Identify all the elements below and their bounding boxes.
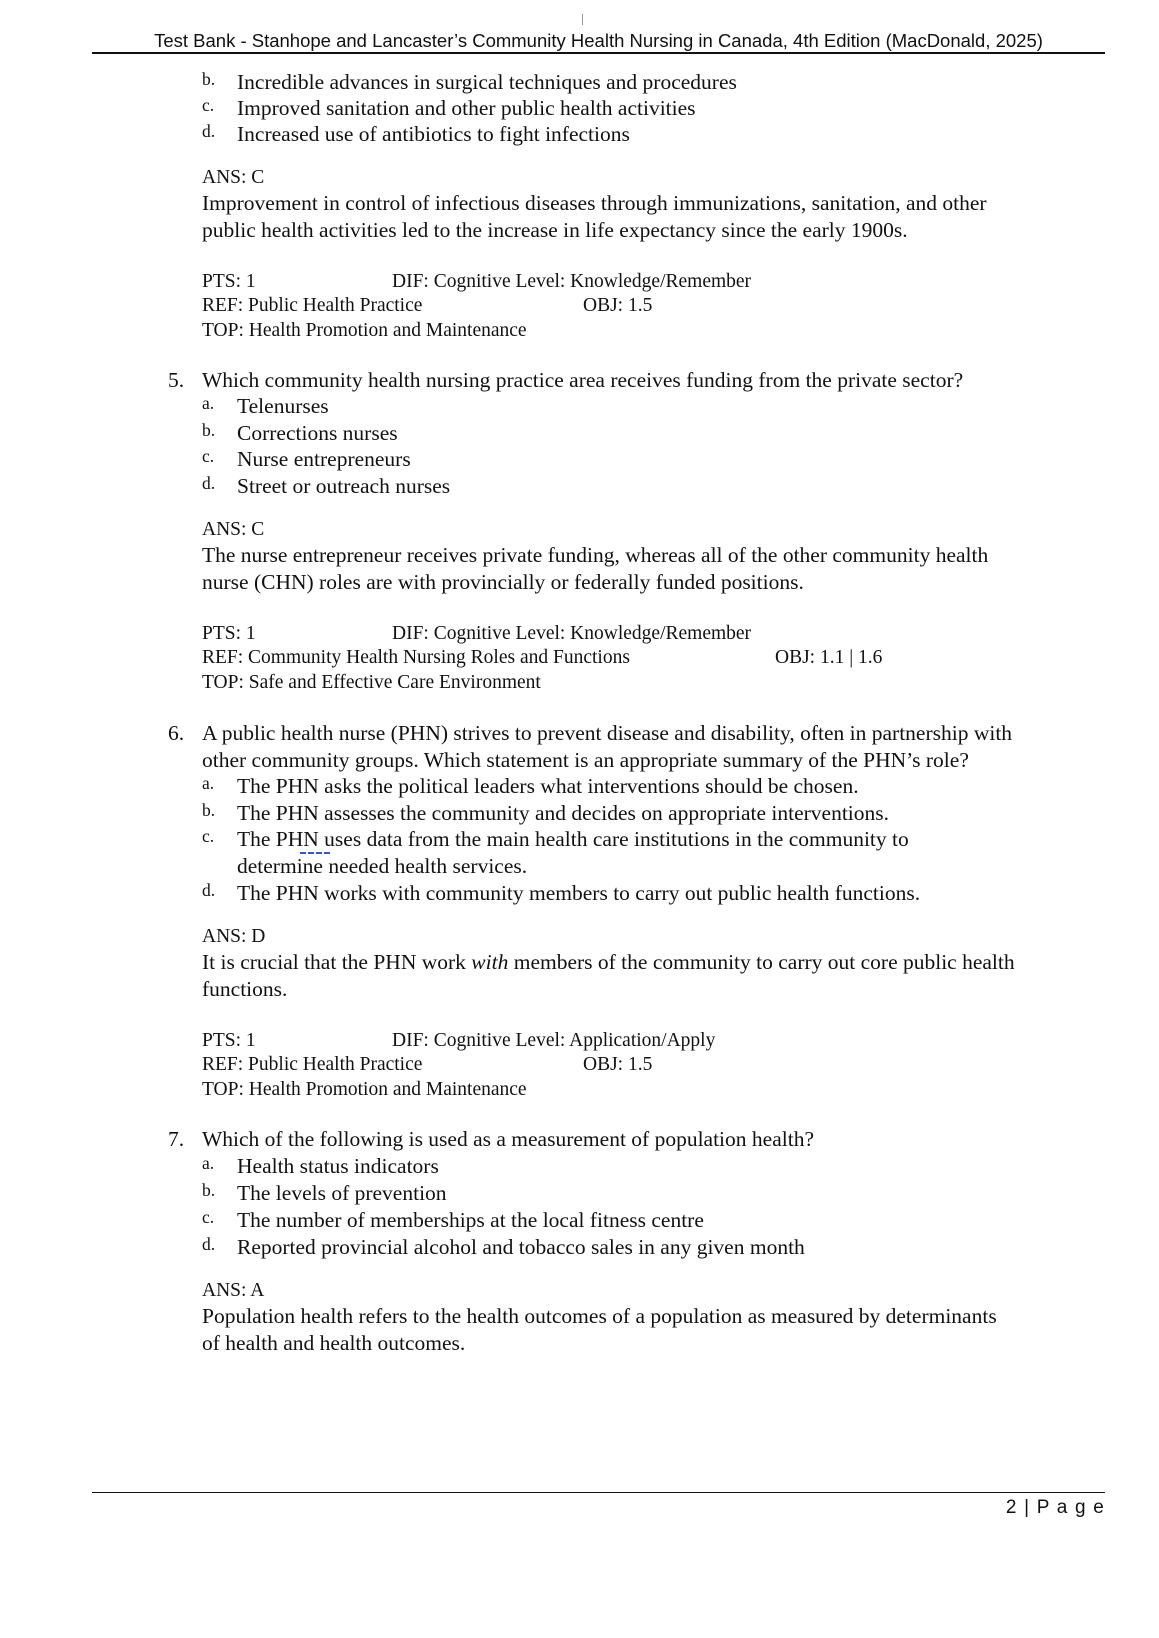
page-number: 2 | P a g e	[1005, 1497, 1105, 1518]
difficulty-field: DIF: Cognitive Level: Application/Apply	[392, 1030, 716, 1051]
option-text: Health status indicators	[237, 1154, 439, 1178]
option-letter: d.	[202, 1234, 216, 1254]
header-divider	[92, 52, 1105, 54]
option-letter: d.	[202, 880, 216, 900]
option-letter: c.	[202, 1207, 215, 1227]
rationale-line: The nurse entrepreneur receives private funding, whereas all of the other community health	[202, 543, 989, 567]
option-letter: a.	[202, 773, 215, 793]
reference-field: REF: Public Health Practice	[202, 1054, 423, 1075]
rationale-line: public health activities led to the increase in life expectancy since the early 1900s.	[202, 218, 908, 242]
rationale-text: members of the community to carry out core public health	[508, 950, 1015, 974]
difficulty-field: DIF: Cognitive Level: Knowledge/Remember	[392, 271, 752, 292]
points-field: PTS: 1	[202, 623, 256, 644]
question-number: 7.	[168, 1127, 185, 1151]
option-letter: b.	[202, 420, 216, 440]
rationale-text: It is crucial that the PHN work	[202, 950, 472, 974]
question-number: 5.	[168, 368, 185, 392]
answer-key: ANS: D	[202, 926, 266, 947]
answer-key: ANS: A	[202, 1280, 265, 1301]
option-letter: a.	[202, 393, 215, 413]
option-text: The number of memberships at the local fitness centre	[237, 1208, 704, 1232]
rationale-emphasis: with	[471, 950, 509, 974]
option-text: Reported provincial alcohol and tobacco sales in any given month	[237, 1235, 805, 1259]
rationale-line	[202, 949, 1015, 975]
option-letter: b.	[202, 1180, 216, 1200]
difficulty-field: DIF: Cognitive Level: Knowledge/Remember	[392, 623, 752, 644]
option-letter: a.	[202, 1153, 215, 1173]
option-text: Improved sanitation and other public health activities	[237, 96, 696, 120]
question-stem: other community groups. Which statement is an appropriate summary of the PHN’s role?	[202, 748, 969, 772]
points-field: PTS: 1	[202, 1030, 256, 1051]
rationale-line: Population health refers to the health outcomes of a population as measured by determinants	[202, 1304, 997, 1328]
rationale-line: nurse (CHN) roles are with provincially or federally funded positions.	[202, 570, 804, 594]
option-letter: c.	[202, 95, 215, 115]
option-text-continued: determine needed health services.	[237, 854, 528, 878]
answer-key: ANS: C	[202, 519, 265, 540]
topic-field: TOP: Health Promotion and Maintenance	[202, 320, 527, 341]
page-header: Test Bank - Stanhope and Lancaster’s Community Health Nursing in Canada, 4th Edition (MacDonald, 2025)	[154, 30, 1043, 51]
option-text: Corrections nurses	[237, 421, 398, 445]
topic-field: TOP: Health Promotion and Maintenance	[202, 1079, 527, 1100]
option-text: Increased use of antibiotics to fight infections	[237, 122, 630, 146]
question-stem: Which of the following is used as a measurement of population health?	[202, 1127, 814, 1151]
header-tick-mark	[582, 14, 583, 25]
option-letter: d.	[202, 473, 216, 493]
option-letter: c.	[202, 446, 215, 466]
reference-field: REF: Public Health Practice	[202, 295, 423, 316]
footer-divider	[92, 1492, 1105, 1493]
option-text: The levels of prevention	[237, 1181, 447, 1205]
option-letter: b.	[202, 69, 216, 89]
option-letter: d.	[202, 121, 216, 141]
option-text: The PHN works with community members to carry out public health functions.	[237, 881, 921, 905]
rationale-line: of health and health outcomes.	[202, 1331, 466, 1355]
option-text: Incredible advances in surgical techniques and procedures	[237, 70, 737, 94]
topic-field: TOP: Safe and Effective Care Environment	[202, 672, 541, 693]
option-text: Nurse entrepreneurs	[237, 447, 411, 471]
objective-field: OBJ: 1.1 | 1.6	[775, 647, 883, 668]
option-text: The PHN assesses the community and decides on appropriate interventions.	[237, 801, 890, 825]
question-number: 6.	[168, 721, 185, 745]
comment-marker	[300, 852, 330, 854]
option-text: The PHN uses data from the main health care institutions in the community to	[237, 827, 909, 851]
reference-field: REF: Community Health Nursing Roles and Functions	[202, 647, 630, 668]
objective-field: OBJ: 1.5	[583, 295, 653, 316]
option-letter: c.	[202, 826, 215, 846]
option-text: Street or outreach nurses	[237, 474, 451, 498]
option-text: Telenurses	[237, 394, 329, 418]
option-letter: b.	[202, 800, 216, 820]
question-stem: Which community health nursing practice area receives funding from the private sector?	[202, 368, 964, 392]
question-stem: A public health nurse (PHN) strives to prevent disease and disability, often in partnership with	[202, 721, 1013, 745]
objective-field: OBJ: 1.5	[583, 1054, 653, 1075]
answer-key: ANS: C	[202, 167, 265, 188]
points-field: PTS: 1	[202, 271, 256, 292]
rationale-line: functions.	[202, 977, 288, 1001]
rationale-line: Improvement in control of infectious diseases through immunizations, sanitation, and other	[202, 191, 987, 215]
option-text: The PHN asks the political leaders what interventions should be chosen.	[237, 774, 859, 798]
